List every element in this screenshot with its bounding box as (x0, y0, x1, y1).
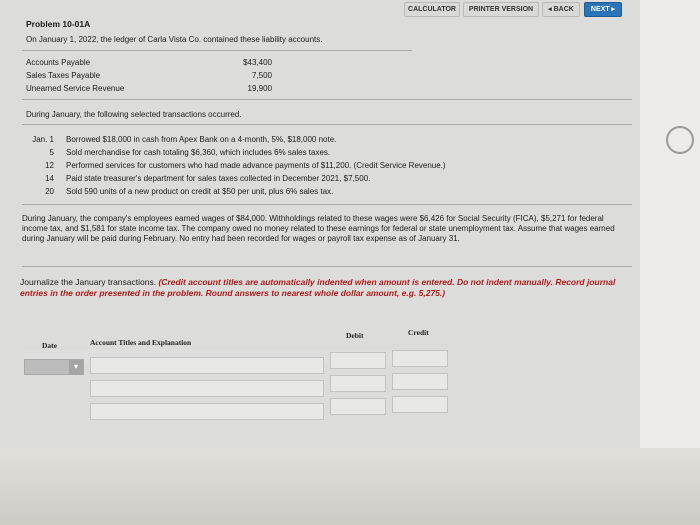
problem-title: Problem 10-01A (26, 19, 91, 29)
transaction-date: 20 (45, 187, 54, 196)
transaction-date: 5 (49, 148, 54, 157)
debit-column-header: Debit (346, 331, 364, 340)
printer-version-button[interactable]: PRINTER VERSION (463, 2, 539, 17)
credit-input[interactable] (392, 373, 448, 390)
transaction-date: Jan. 1 (32, 135, 54, 144)
instructions-emphasis: (Credit account titles are automatically indented when amount is entered. Do not indent manually. Record journal entries in the order presented in the problem. Round answers to nearest whole dollar amount, e.g. 5,275.) (20, 277, 616, 298)
date-select[interactable] (24, 359, 84, 375)
account-column-header: Account Titles and Explanation (90, 338, 192, 347)
divider (22, 124, 632, 125)
transaction-date: 12 (45, 161, 54, 170)
credit-column-header: Credit (408, 328, 429, 337)
liability-amount: $43,400 (243, 58, 272, 67)
chevron-down-icon: ▾ (69, 360, 83, 374)
credit-input[interactable] (392, 396, 448, 413)
account-title-input[interactable] (90, 357, 324, 374)
transaction-description: Borrowed $18,000 in cash from Apex Bank on a 4-month, 5%, $18,000 note. (66, 135, 337, 144)
divider (22, 99, 632, 100)
transaction-description: Performed services for customers who had made advance payments of $11,200. (Credit Service Revenue.) (66, 161, 446, 170)
debit-input[interactable] (330, 352, 386, 369)
instructions (20, 277, 630, 299)
debit-input[interactable] (330, 375, 386, 392)
transaction-description: Sold merchandise for cash totaling $6,360, which includes 6% sales taxes. (66, 148, 331, 157)
payroll-paragraph: During January, the company's employees earned wages of $84,000. Withholdings related to these wages were $6,426 for Social Security (FICA), $5,271 for federal income tax, and $1,581 for state income tax. The company owed no money related to these earnings for federal or state unemployment tax. Assume that wages earned during January will be paid during February. No entry had been recorded for wages or payroll tax expense as of January 31. (22, 214, 615, 243)
liability-amount: 7,500 (251, 71, 272, 80)
liability-name: Accounts Payable (26, 58, 91, 67)
home-button[interactable] (666, 126, 694, 154)
device-bezel (640, 0, 700, 525)
desk-surface (0, 448, 700, 525)
debit-input[interactable] (330, 398, 386, 415)
next-button[interactable]: NEXT ▸ (584, 2, 622, 17)
transaction-description: Paid state treasurer's department for sales taxes collected in December 2021, $7,500. (66, 174, 371, 183)
liability-name: Unearned Service Revenue (26, 84, 125, 93)
divider (22, 266, 632, 267)
date-column-header: Date (42, 341, 57, 350)
liability-name: Sales Taxes Payable (26, 71, 101, 80)
calculator-button[interactable]: CALCULATOR (404, 2, 460, 17)
transactions-heading: During January, the following selected transactions occurred. (26, 110, 242, 119)
transaction-date: 14 (45, 174, 54, 183)
problem-intro: On January 1, 2022, the ledger of Carla Vista Co. contained these liability accounts. (26, 35, 323, 44)
instructions-text: Journalize the January transactions. (20, 277, 159, 287)
account-title-input[interactable] (90, 403, 324, 420)
back-button[interactable]: ◂ BACK (542, 2, 580, 17)
divider (22, 50, 412, 51)
account-title-input[interactable] (90, 380, 324, 397)
credit-input[interactable] (392, 350, 448, 367)
divider (22, 204, 632, 205)
transaction-description: Sold 590 units of a new product on credit at $50 per unit, plus 6% sales tax. (66, 187, 334, 196)
liability-amount: 19,900 (247, 84, 272, 93)
